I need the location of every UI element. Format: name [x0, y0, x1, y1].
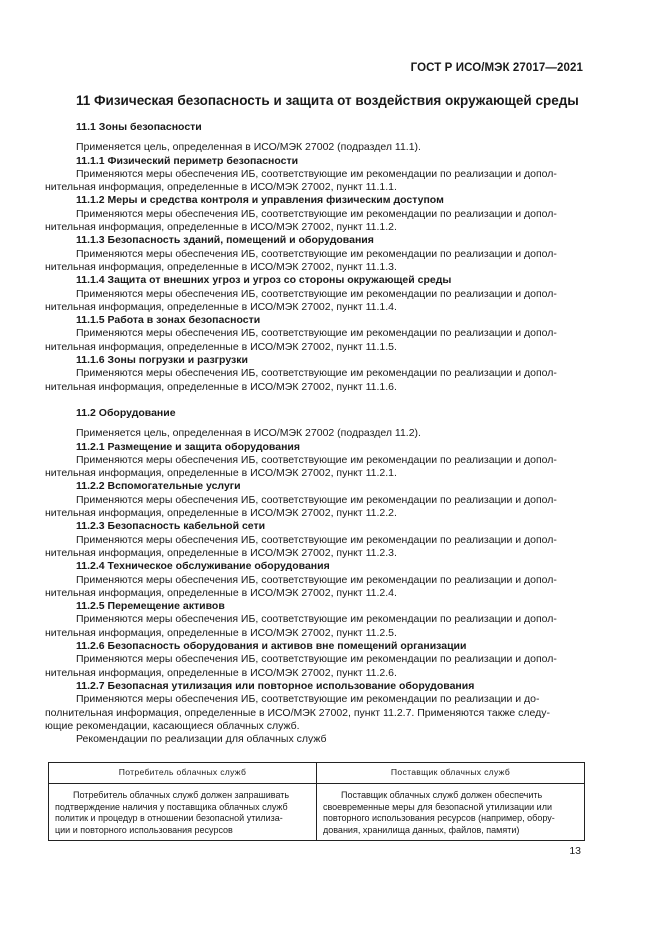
clause-text-line: Применяются меры обеспечения ИБ, соответствующие им рекомендации по реализации и допол- — [76, 207, 557, 220]
clause-heading: 11.1.6 Зоны погрузки и разгрузки — [76, 354, 248, 367]
clause-11-2-3 — [45, 520, 584, 560]
table-row — [49, 784, 585, 841]
clause-text-line: нительная информация, определенные в ИСО/МЭК 27002, пункт 11.1.4. — [45, 300, 397, 313]
table-caption: Рекомендации по реализации для облачных служб — [76, 733, 327, 746]
clause-heading: 11.2.2 Вспомогательные услуги — [76, 480, 241, 493]
clause-text-line: нительная информация, определенные в ИСО/МЭК 27002, пункт 11.2.4. — [45, 586, 397, 599]
clause-heading: 11.2.7 Безопасная утилизация или повторное использование оборудования — [76, 679, 475, 692]
clause-text-line: нительная информация, определенные в ИСО/МЭК 27002, пункт 11.2.5. — [45, 626, 397, 639]
cell-text-line: дования, хранилища данных, файлов, памяти) — [323, 824, 520, 835]
table-cell-provider — [317, 784, 585, 841]
cell-text-line: политик и процедур в отношении безопасной утилиза- — [55, 813, 283, 824]
clause-text-line: Применяются меры обеспечения ИБ, соответствующие им рекомендации по реализации и допол- — [76, 493, 557, 506]
clause-11-1-6 — [45, 354, 584, 394]
clause-text-line: Применяются меры обеспечения ИБ, соответствующие им рекомендации по реализации и допол- — [76, 613, 557, 626]
clause-11-2-2 — [45, 480, 584, 520]
clause-text-line: нительная информация, определенные в ИСО/МЭК 27002, пункт 11.1.6. — [45, 380, 397, 393]
clause-heading: 11.1.2 Меры и средства контроля и управления физическим доступом — [76, 194, 444, 207]
clause-text-line: полнительная информация, определенные в ИСО/МЭК 27002, пункт 11.2.7. Применяются также следу- — [45, 706, 551, 719]
clause-text-line: ющие рекомендации, касающиеся облачных служб. — [45, 719, 300, 732]
column-header-consumer: Потребитель облачных служб — [49, 763, 317, 784]
clause-text-line: Применяются меры обеспечения ИБ, соответствующие им рекомендации по реализации и допол- — [76, 533, 557, 546]
column-header-provider: Поставщик облачных служб — [317, 763, 585, 784]
table-header-row — [49, 763, 585, 784]
clause-text-line: нительная информация, определенные в ИСО/МЭК 27002, пункт 11.2.2. — [45, 507, 397, 520]
cell-text-line: Поставщик облачных служб должен обеспечить — [341, 790, 543, 800]
clause-text-line: нительная информация, определенные в ИСО/МЭК 27002, пункт 11.1.5. — [45, 340, 397, 353]
clause-text-line: Применяются меры обеспечения ИБ, соответствующие им рекомендации по реализации и допол- — [76, 247, 557, 260]
page-number: 13 — [569, 845, 581, 857]
clause-text-line: Применяются меры обеспечения ИБ, соответствующие им рекомендации по реализации и допол- — [76, 167, 557, 180]
document-id-header: ГОСТ Р ИСО/МЭК 27017—2021 — [410, 62, 583, 74]
clause-heading: 11.2.4 Техническое обслуживание оборудования — [76, 560, 330, 573]
recommendations-table — [48, 762, 585, 841]
cloud-recommendations-table — [48, 762, 585, 841]
cell-text-line: повторного использования ресурсов (например, обору- — [323, 813, 555, 824]
clause-heading: 11.1.1 Физический периметр безопасности — [76, 154, 299, 167]
cell-text-line: ции и повторного использования ресурсов — [55, 824, 233, 835]
clause-heading: 11.1.3 Безопасность зданий, помещений и оборудования — [76, 234, 374, 247]
clause-11-1-5 — [45, 314, 584, 354]
clause-heading: 11.1.5 Работа в зонах безопасности — [76, 314, 261, 327]
clause-11-2-6 — [45, 640, 584, 680]
clause-heading: 11.1.4 Защита от внешних угроз и угроз со стороны окружающей среды — [76, 274, 452, 287]
clause-heading: 11.2.6 Безопасность оборудования и активов вне помещений организации — [76, 640, 467, 653]
clause-11-2-5 — [45, 600, 584, 640]
cell-text-line: подтверждение наличия у поставщика облачных служб — [55, 801, 288, 812]
clause-text-line: Применяются меры обеспечения ИБ, соответствующие им рекомендации по реализации и допол- — [76, 453, 557, 466]
clause-11-1-2 — [45, 194, 584, 234]
cell-text-line: своевременные меры для безопасной утилизации или — [323, 801, 552, 812]
clause-text-line: нительная информация, определенные в ИСО/МЭК 27002, пункт 11.2.3. — [45, 546, 397, 559]
subsection-title: 11.1 Зоны безопасности — [76, 121, 202, 133]
subsection-intro — [76, 427, 584, 440]
section-title: 11 Физическая безопасность и защита от воздействия окружающей среды — [76, 93, 579, 108]
clause-11-1-1 — [45, 154, 584, 195]
clause-text-line: Применяются меры обеспечения ИБ, соответствующие им рекомендации по реализации и допол- — [76, 573, 557, 586]
subsection-title: 11.2 Оборудование — [76, 407, 176, 419]
clause-text-line: нительная информация, определенные в ИСО/МЭК 27002, пункт 11.1.1. — [45, 181, 397, 194]
clause-text-line: нительная информация, определенные в ИСО/МЭК 27002, пункт 11.1.3. — [45, 260, 397, 273]
intro-line: Применяется цель, определенная в ИСО/МЭК 27002 (подраздел 11.2). — [76, 427, 421, 440]
clause-11-1-4 — [45, 274, 584, 314]
subsection-intro — [76, 141, 584, 154]
clause-text-line: нительная информация, определенные в ИСО/МЭК 27002, пункт 11.2.6. — [45, 666, 397, 679]
clause-11-2-4 — [45, 560, 584, 600]
clause-heading: 11.2.1 Размещение и защита оборудования — [76, 440, 301, 453]
clause-text-line: Применяются меры обеспечения ИБ, соответствующие им рекомендации по реализации и допол- — [76, 287, 557, 300]
clause-11-1-3 — [45, 234, 584, 274]
clause-text-line: Применяются меры обеспечения ИБ, соответствующие им рекомендации по реализации и допол- — [76, 653, 557, 666]
clause-text-line: Применяются меры обеспечения ИБ, соответствующие им рекомендации по реализации и допол- — [76, 367, 557, 380]
clause-text-line: Применяются меры обеспечения ИБ, соответствующие им рекомендации по реализации и до- — [76, 693, 540, 706]
cell-text-line: Потребитель облачных служб должен запрашивать — [73, 790, 290, 800]
clause-text-line: нительная информация, определенные в ИСО/МЭК 27002, пункт 11.2.1. — [45, 467, 397, 480]
subsection-11-2 — [45, 407, 584, 746]
clause-heading: 11.2.5 Перемещение активов — [76, 600, 225, 613]
clause-heading: 11.2.3 Безопасность кабельной сети — [76, 520, 266, 533]
clause-text-line: нительная информация, определенные в ИСО/МЭК 27002, пункт 11.1.2. — [45, 221, 397, 234]
table-cell-consumer — [49, 784, 317, 841]
clause-11-2-1 — [45, 440, 584, 481]
clause-11-2-7 — [45, 679, 584, 746]
intro-line: Применяется цель, определенная в ИСО/МЭК 27002 (подраздел 11.1). — [76, 141, 421, 154]
subsection-11-1 — [45, 121, 584, 394]
clause-text-line: Применяются меры обеспечения ИБ, соответствующие им рекомендации по реализации и допол- — [76, 327, 557, 340]
